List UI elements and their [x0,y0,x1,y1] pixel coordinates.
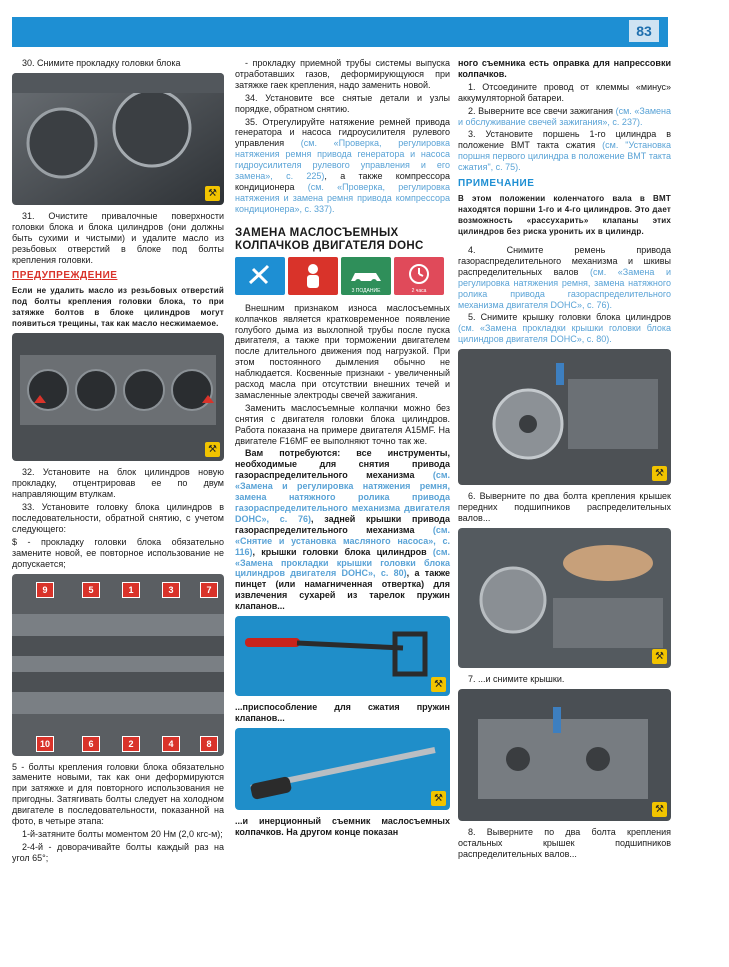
car-icon [341,257,391,295]
note-text: В этом положении коленчатого вала в ВМТ находятся поршни 1-го и 4-го цилиндров. Это дает возможность «рассухарить» клапаны этих цилиндров без риска уронить их в цилиндр. [458,193,671,236]
continuation-text: ного съемника есть оправка для напрессовки колпачков. [458,58,671,79]
step-35-text-a: 35. Отрегулируйте натяжение ремней привода генератора и насоса гидроусилителя рулевого управления [235,116,450,149]
step-6: 6. Выверните по два болта крепления крышек передних подшипников распределительных валов... [458,491,671,523]
photo-bolt-sequence [12,574,224,756]
caption-puller: ...и инерционный съемник маслосъемных колпачков. На другом конце показан [235,816,450,838]
person-icon [288,257,338,295]
step-5 [458,312,671,345]
step-3 [458,129,671,173]
step-8: 8. Выверните по два болта крепления остальных крышек подшипников распределительных валов... [458,826,671,859]
bolt-number: 7 [200,582,218,598]
column-middle [235,58,450,840]
page-number: 83 [629,20,659,42]
photo-puller-image [235,728,450,810]
bolt-number: 4 [162,736,180,752]
photo-caps-removed [458,528,671,668]
photo-bolt-sequence-image [12,574,224,756]
intro-paragraph-2: Заменить маслосъемные колпачки можно без снятия с двигателя головки блока цилиндров. Работа показана на примере двигателя A15MF. На двигателе F16MF ее выполняют точно так же. [235,402,450,446]
bolt-number: 3 [162,582,180,598]
step-2-text: 2. Выверните все свечи зажигания [468,105,616,116]
step-3-ref[interactable]: (см. "Установка поршня первого цилиндра в положение ВМТ такта сжатия", с. 75). [458,140,672,173]
wrench-icon: ⚒ [205,186,220,201]
photo-caps-removed-image [458,528,671,668]
wrench-icon: ⚒ [652,466,667,481]
photo-block-image [12,333,224,461]
warning-title: ПРЕДУПРЕЖДЕНИЕ [12,270,118,282]
step-2 [458,106,671,128]
tools-ref-1[interactable]: (см. «Замена и регулировка натяжения ремня, замена натяжного ролика привода газораспределительного механизма двигателя DOHC», с. 76) [235,470,450,524]
bolt-number: 5 [82,582,100,598]
bolt-number: 2 [122,736,140,752]
tools-text-b: , задней крышки привода газораспределительного механизма [235,513,450,535]
wrench-icon: ⚒ [652,802,667,817]
header-bar [12,17,668,47]
difficulty-icons [235,257,450,295]
step-4-ref[interactable]: (см. «Замена и регулировка натяжения ремня, замена натяжного ролика привода газораспределительного механизма двигателя DOHC», с. 76). [458,266,671,310]
step-30: 30. Снимите прокладку головки блока [22,58,181,68]
tools-ref-2[interactable]: (см. «Снятие и установка масляного насоса», с. 116) [235,524,450,557]
tools-text-d: , а также пинцет (или намагниченная отвертка) для извлечения сухарей из тарелок пружин клапанов... [235,568,450,612]
stage-1: 1-й-затяните болты моментом 20 Нм (2,0 кгс-м); [22,828,223,839]
step-35 [235,117,450,215]
photo-gasket-image [12,73,224,205]
column-right [458,58,671,861]
note-title: ПРИМЕЧАНИЕ [458,178,535,190]
step-5-ref[interactable]: (см. «Замена прокладки крышки головки блока цилиндров двигателя DOHC», с. 80). [458,323,671,345]
tools-needed [235,448,450,612]
step-1: 1. Отсоедините провод от клеммы «минус» аккумуляторной батареи. [458,81,671,103]
bolt-number: 10 [36,736,54,752]
step-2-ref[interactable]: (см. «Замена и обслуживание свечей зажигания», с. 237). [458,105,671,127]
caption-spring-compressor: ...приспособление для сжатия пружин клапанов... [235,702,450,724]
tools-text-a: Вам потребуются: все инструменты, необходимые для снятия привода газораспределительного механизма [235,448,450,481]
step-5-text: 5. Снимите крышку головки блока цилиндров [468,312,671,323]
step-35-text-b: , а также компрессора кондиционера [235,171,450,192]
section-title: ЗАМЕНА МАСЛОСЪЕМНЫХ КОЛПАЧКОВ ДВИГАТЕЛЯ DOHC [235,226,424,252]
tools-text-c: , крышки головки блока цилиндров [252,546,433,557]
photo-spring-compressor-image [235,616,450,696]
photo-puller [235,728,450,810]
photo-remaining-caps [458,689,671,821]
step-3-text: 3. Установите поршень 1-го цилиндра в положение ВМТ такта сжатия [458,129,671,151]
wrench-icon: ⚒ [431,791,446,806]
photo-gasket [12,73,224,205]
step-34: 34. Установите все снятые детали и узлы порядке, обратном снятию. [235,92,450,114]
photo-remaining-caps-image [458,689,671,821]
bolt-number: 9 [36,582,54,598]
bolt-number: 1 [122,582,140,598]
stage-2: 2-4-й - доворачивайте болты каждый раз на угол 65°; [12,841,224,863]
wrench-icon: ⚒ [652,649,667,664]
bolt-number: 8 [200,736,218,752]
step-33-item-bolts: 5 - болты крепления головки блока обязательно замените новыми, так как они деформируются при затяжке и для повторного использования не пригодны. Затягивать болты следует на холодном двигателе в последовательности, показанной на фото, в четыре этапа: [12,761,224,827]
step-4 [458,245,671,310]
warning-text: Если не удалить масло из резьбовых отверстий под болты крепления головки блока, то при затяжке болтов в блоке цилиндров могут появиться трещины, так как масло несжимаемое. [12,286,224,329]
column-left [12,58,224,866]
wrench-tools-icon [235,257,285,295]
item-exhaust: - прокладку приемной трубы системы выпуска отработавших газов, деформирующуюся при затяжке гаек крепления, надо заменить новой. [235,58,450,90]
icon-caption: 3 ПОДАНИЕ [351,287,381,294]
step-32: 32. Установите на блок цилиндров новую прокладку, отцентрировав ее по двум направляющим втулкам. [12,467,224,500]
photo-camshaft-front-image [458,349,671,485]
tools-ref-3[interactable]: (см. «Замена прокладки крышки головки блока цилиндров двигателя DOHC», с. 80) [235,546,450,579]
step-33-item-gasket: $ - прокладку головки блока обязательно замените новой, ее повторное использование не допускается; [12,536,224,569]
photo-block [12,333,224,461]
step-7: 7. ...и снимите крышки. [468,673,565,684]
wrench-icon: ⚒ [205,442,220,457]
icon-caption: 2 часа [411,287,427,294]
photo-camshaft-front [458,349,671,485]
step-35-ref-1[interactable]: (см. «Проверка, регулировка натяжения ремня привода генератора и насоса гидроусилителя рулевого управления и его замена», с. 225) [235,138,451,182]
step-33: 33. Установите головку блока цилиндров в последовательности, обратной снятию, с учетом следующего: [12,502,224,534]
photo-spring-compressor [235,616,450,696]
step-4-text: 4. Снимите ремень привода газораспределительного механизма и шкивы распределительных валов [458,244,671,277]
wrench-icon: ⚒ [431,677,446,692]
clock-icon [394,257,444,295]
step-31: 31. Очистите привалочные поверхности головки блока и блока цилиндров (они должны быть сухими и чистыми) и удалите масло из резьбовых отверстий в блоке под болты крепления головки. [12,210,224,265]
bolt-number: 6 [82,736,100,752]
intro-paragraph-1: Внешним признаком износа маслосъемных колпачков является кратковременное появление голубого дыма из выхлопной трубы после пуска двигателя, а также при торможении двигателем после длительного движения под нагрузкой. При этом постоянного дымления обычно не наблюдается. Косвенные признаки - увеличенный расход масла при отсутствии внешних течей и замасленные электроды свечей зажигания. [235,302,450,400]
step-35-ref-2[interactable]: (см. «Проверка, регулировка натяжения и замена ремня привода компрессора кондиционера», с. 337). [235,181,451,214]
